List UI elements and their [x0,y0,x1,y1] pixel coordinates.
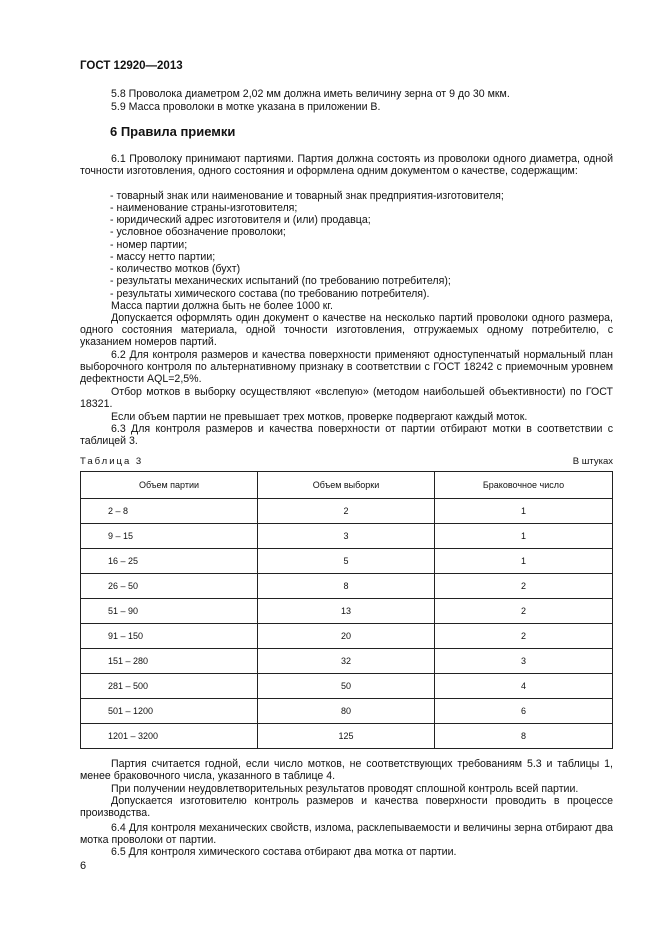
production-control-paragraph: Допускается изготовителю контроль размеров и качества поверхности проводить в процессе производства. [80,795,613,820]
list-item: - наименование страны-изготовителя; [110,202,298,214]
sample-size-cell: 8 [258,574,435,599]
acceptance-paragraph: Партия считается годной, если число мотков, не соответствующих требованиям 5.3 и таблицы 1, менее браковочного числа, указанного в таблице 4. [80,758,613,783]
lot-size-cell: 2 – 8 [81,499,258,524]
sample-size-cell: 50 [258,674,435,699]
lot-size-cell: 9 – 15 [81,524,258,549]
table-unit: В штуках [572,456,613,467]
lot-size-cell: 16 – 25 [81,549,258,574]
table-row [81,524,613,549]
sample-size-cell: 20 [258,624,435,649]
document-code: ГОСТ 12920—2013 [80,60,183,72]
table-row [81,599,613,624]
documents-paragraph: Допускается оформлять один документ о качестве на несколько партий проволоки одного размера, одного состояния материала, одной точности изготовления, отгружаемых одному потребителю, с указанием номеров партий. [80,312,613,349]
list-item: - условное обозначение проволоки; [110,226,286,238]
clause-5-9: 5.9 Масса проволоки в мотке указана в приложении В. [111,101,381,113]
list-item: - товарный знак или наименование и товарный знак предприятия-изготовителя; [110,190,504,202]
sample-size-cell: 3 [258,524,435,549]
table-row [81,649,613,674]
three-coils-paragraph: Если объем партии не превышает трех мотков, проверке подвергают каждый моток. [111,411,528,423]
page-number: 6 [80,860,87,872]
clause-6-4: 6.4 Для контроля механических свойств, излома, расклепываемости и величины зерна отбирают два мотка проволоки от партии. [80,822,613,847]
table-caption: Таблица 3 [80,456,144,467]
list-item: - юридический адрес изготовителя и (или) продавца; [110,214,371,226]
rejection-number-cell: 2 [435,599,613,624]
rejection-number-cell: 1 [435,549,613,574]
clause-6-3: 6.3 Для контроля размеров и качества поверхности от партии отбирают мотки в соответствии с таблицей 3. [80,423,613,448]
rejection-number-cell: 2 [435,624,613,649]
table-row [81,674,613,699]
clause-6-1: 6.1 Проволоку принимают партиями. Партия должна состоять из проволоки одного диаметра, одной точности изготовления, одного состояния и оформлена одним документом о качестве, содержащим: [80,153,613,178]
column-header: Объем выборки [258,472,435,499]
sample-size-cell: 32 [258,649,435,674]
rejection-number-cell: 6 [435,699,613,724]
rejection-number-cell: 3 [435,649,613,674]
clause-6-2: 6.2 Для контроля размеров и качества поверхности применяют одноступенчатый нормальный план выборочного контроля по альтернативному признаку в соответствии с ГОСТ 18242 с приемочным уровнем дефектности AQL=2,5%. [80,349,613,386]
list-item: - количество мотков (бухт) [110,263,241,275]
unsatisfactory-paragraph: При получении неудовлетворительных результатов проводят сплошной контроль всей партии. [111,783,579,795]
lot-size-cell: 51 – 90 [81,599,258,624]
section-title: 6 Правила приемки [110,124,236,139]
table-row [81,574,613,599]
sample-size-cell: 125 [258,724,435,749]
clause-5-8: 5.8 Проволока диаметром 2,02 мм должна иметь величину зерна от 9 до 30 мкм. [111,88,510,100]
sampling-paragraph: Отбор мотков в выборку осуществляют «вслепую» (методом наибольшей объективности) по ГОСТ 18321. [80,386,613,411]
column-header: Браковочное число [435,472,613,499]
lot-size-cell: 26 – 50 [81,574,258,599]
list-item: - номер партии; [110,239,188,251]
table-row [81,549,613,574]
rejection-number-cell: 1 [435,524,613,549]
lot-size-cell: 1201 – 3200 [81,724,258,749]
list-item: - результаты химического состава (по требованию потребителя). [110,288,430,300]
list-item: - массу нетто партии; [110,251,216,263]
rejection-number-cell: 8 [435,724,613,749]
table-row [81,624,613,649]
table-row [81,724,613,749]
table-header-row [81,472,613,499]
lot-size-cell: 281 – 500 [81,674,258,699]
sampling-table [80,471,613,749]
column-header: Объем партии [81,472,258,499]
list-item: - результаты механических испытаний (по требованию потребителя); [110,275,451,287]
lot-mass-paragraph: Масса партии должна быть не более 1000 кг. [111,300,333,312]
lot-size-cell: 91 – 150 [81,624,258,649]
clause-6-5: 6.5 Для контроля химического состава отбирают два мотка от партии. [111,846,457,858]
sample-size-cell: 80 [258,699,435,724]
rejection-number-cell: 4 [435,674,613,699]
table-row [81,499,613,524]
table-row [81,699,613,724]
sample-size-cell: 5 [258,549,435,574]
lot-size-cell: 151 – 280 [81,649,258,674]
sample-size-cell: 2 [258,499,435,524]
lot-size-cell: 501 – 1200 [81,699,258,724]
sample-size-cell: 13 [258,599,435,624]
rejection-number-cell: 2 [435,574,613,599]
rejection-number-cell: 1 [435,499,613,524]
